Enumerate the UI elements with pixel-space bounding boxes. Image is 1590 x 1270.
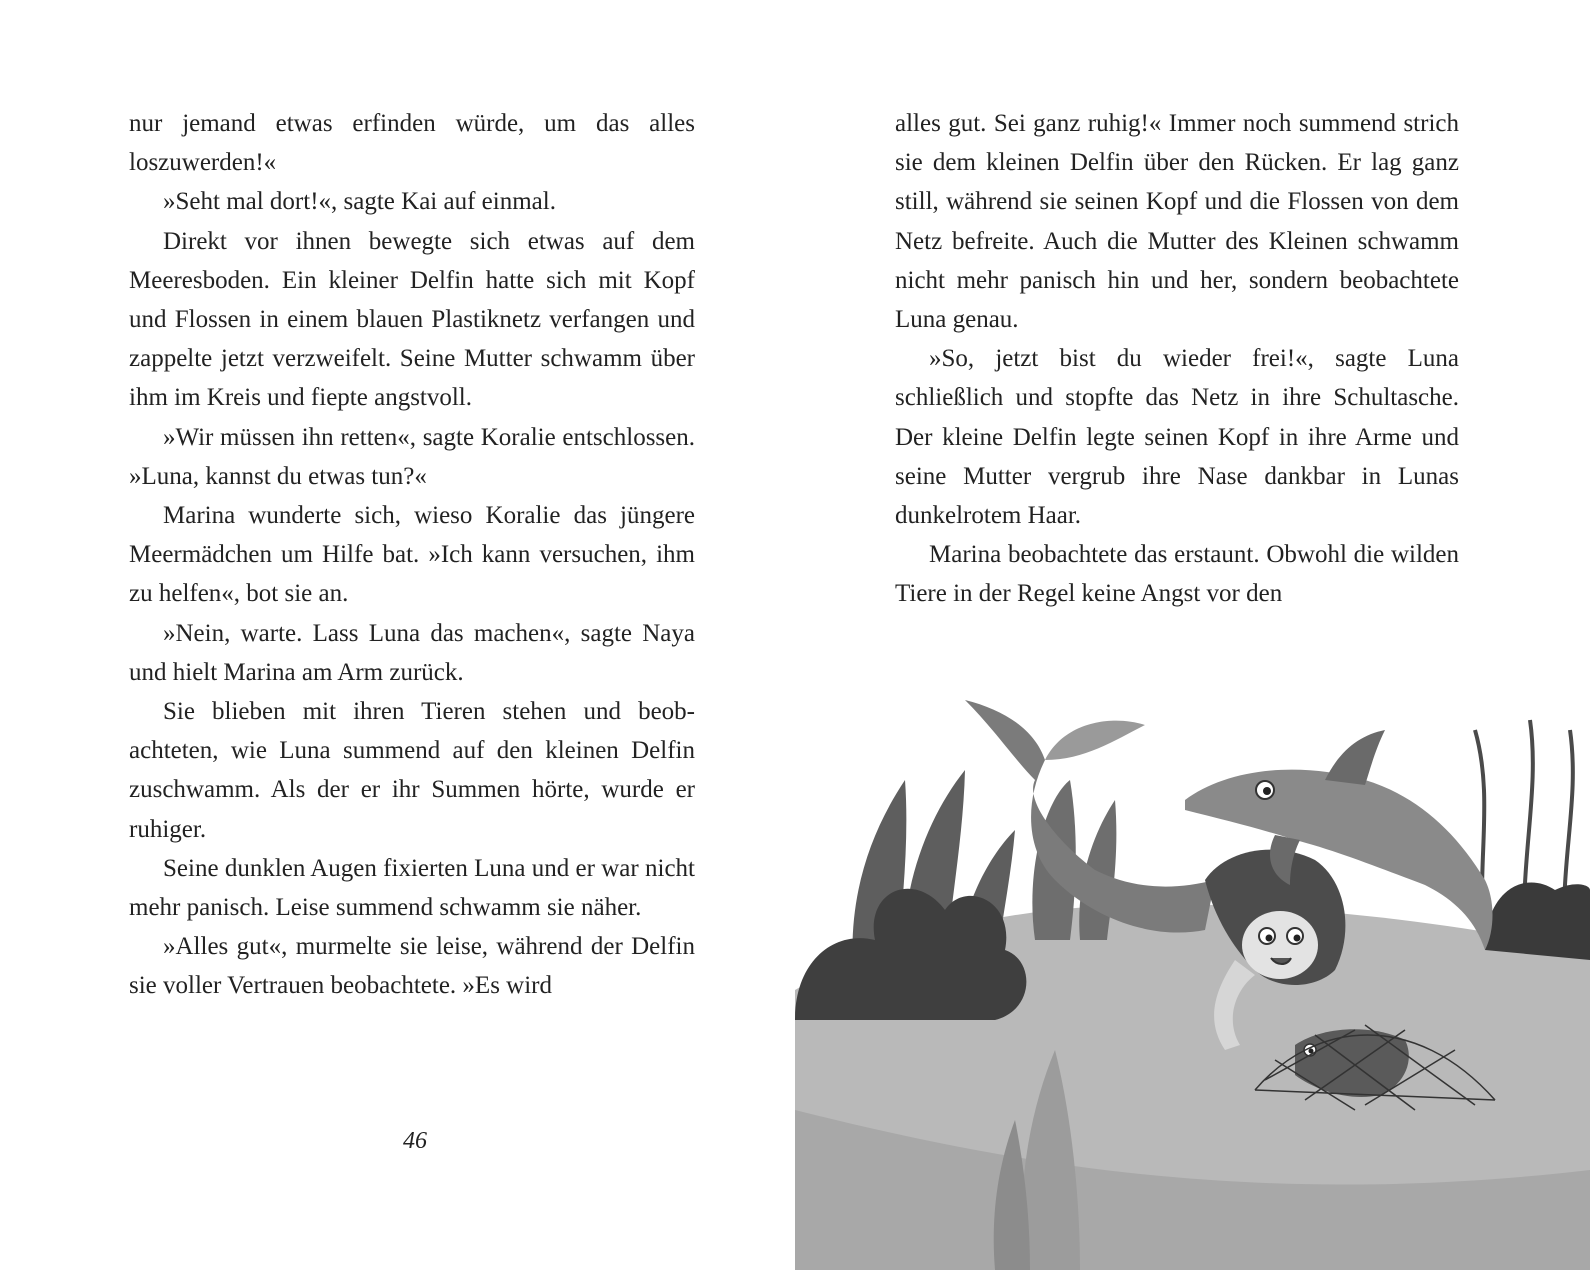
paragraph: nur jemand etwas erfinden würde, um das alles loszuwerden!«: [129, 110, 695, 177]
paragraph: »Nein, warte. Lass Luna das machen«, sagte Naya und hielt Marina am Arm zurück.: [129, 619, 695, 686]
right-page-text: [895, 104, 1459, 614]
paragraph: »Wir müssen ihn retten«, sagte Koralie entschlossen. »Luna, kannst du etwas tun?«: [129, 423, 695, 490]
paragraph: Seine dunklen Augen fixierten Luna und er war nicht mehr panisch. Leise summend schwamm sie näher.: [129, 854, 695, 922]
paragraph: »Alles gut«, murmelte sie leise, während der Delfin sie voller Vertrauen beobachtete. »Es wird: [129, 933, 695, 1000]
page-number: 46: [403, 1128, 427, 1154]
dolphin-mother-fin: [1325, 730, 1385, 785]
paragraph: Sie blieben mit ihren Tieren stehen und beobachteten, wie Luna summend auf den kleinen Delfin zuschwamm. Als der er ihr Summen hörte, wurde er ruhiger.: [129, 698, 695, 843]
right-page: [795, 0, 1590, 1270]
paragraph: »Seht mal dort!«, sagte Kai auf einmal.: [163, 188, 556, 216]
seaweed-dark-bush: [795, 889, 1026, 1020]
paragraph: alles gut. Sei ganz ruhig!« Immer noch summend strich sie dem kleinen Delfin über den Rücken. Er lag ganz still, während sie seinen Kopf und die Flossen von dem Netz befreite. Auch die Mutter des Kleinen schwamm nicht mehr panisch hin und her, sondern beobachtete Luna genau.: [895, 110, 1459, 334]
paragraph: Marina beobachtete das erstaunt. Obwohl die wilden Tiere in der Regel keine Angst vor den: [895, 541, 1459, 608]
paragraph: Direkt vor ihnen bewegte sich etwas auf dem Meeresboden. Ein kleiner Delfin hatte sich mit Kopf und Flossen in einem blauen Plastiknetz verfangen und zappelte jetzt verzweifelt. Seine Mutter schwamm über ihm im Kreis und fiepte angstvoll.: [129, 227, 695, 412]
paragraph: Marina wunderte sich, wieso Koralie das jüngere Meermädchen um Hilfe bat. »Ich kann versuchen, ihm zu helfen«, bot sie an.: [129, 502, 695, 608]
coral-bush-right: [1485, 883, 1590, 961]
mermaid-tail-fin: [1045, 721, 1145, 760]
mermaid-dolphin-illustration: [795, 690, 1590, 1270]
left-page-text: [129, 104, 695, 1006]
mermaid-face: [1242, 911, 1318, 979]
paragraph: »So, jetzt bist du wieder frei!«, sagte Luna schließlich und stopfte das Netz in ihre Schultasche. Der kleine Delfin legte seinen Kopf in ihre Arme und seine Mutter vergrub ihre Nase dankbar in Lunas dunkelrotem Haar.: [895, 345, 1459, 530]
